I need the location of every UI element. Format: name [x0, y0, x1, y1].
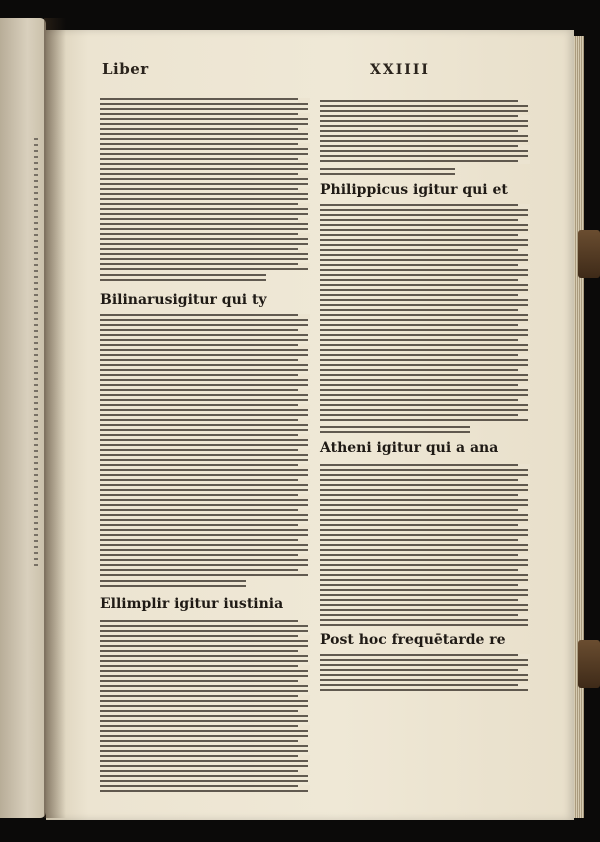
text-block: [320, 100, 528, 164]
text-block: [100, 620, 308, 792]
fore-edge: [574, 36, 584, 818]
running-head-right: XXIIII: [370, 62, 430, 78]
text-block: [320, 464, 528, 628]
section-heading: Ellimplir igitur iustinia: [100, 596, 284, 612]
text-block: [320, 654, 528, 692]
text-block: [100, 98, 308, 270]
text-block: [100, 314, 308, 576]
text-line: [100, 274, 266, 283]
running-head-left: Liber: [102, 60, 149, 78]
left-facing-page-edge: [0, 18, 46, 818]
text-line: [100, 580, 246, 589]
clasp-top: [578, 230, 600, 278]
section-heading: Bilinarusigitur qui ty: [100, 292, 267, 308]
section-heading: Post hoc frequētarde re: [320, 632, 506, 648]
text-line: [320, 426, 470, 434]
text-block: [320, 204, 528, 422]
right-column: [320, 88, 528, 692]
gutter-shadow: [44, 18, 66, 818]
text-line: [320, 168, 455, 176]
left-column: [100, 92, 308, 792]
section-heading: Philippicus igitur qui et: [320, 182, 508, 198]
clasp-bottom: [578, 640, 600, 688]
section-heading: Atheni igitur qui a ana: [320, 440, 499, 456]
